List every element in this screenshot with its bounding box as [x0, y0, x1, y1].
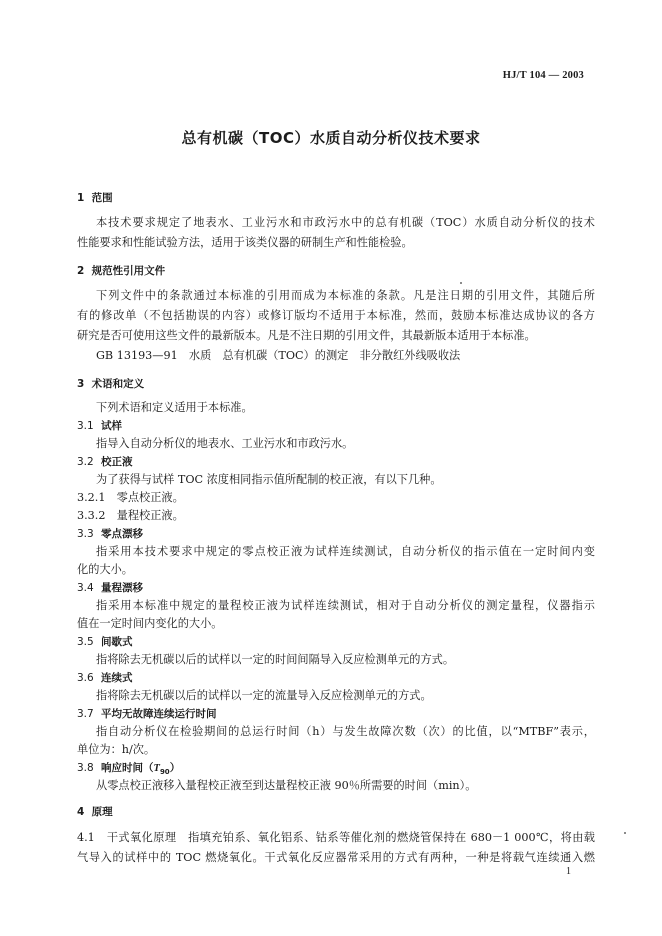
term-3-3-heading [77, 527, 143, 541]
section-1-heading [77, 191, 113, 205]
term-definition: 化的大小。 [77, 563, 133, 576]
section-4-heading [77, 805, 113, 819]
term-number: 3.1 [77, 420, 94, 432]
term-title: 校正液 [101, 456, 133, 468]
term-3-6-heading [77, 671, 133, 685]
term-definition: 指自动分析仪在检验期间的总运行时间（h）与发生故障次数（次）的比值，以“MTBF”表示， [96, 725, 595, 738]
term-title: 响应时间（ [101, 762, 154, 774]
term-number: 3.8 [77, 762, 94, 774]
term-title: 试样 [101, 420, 123, 432]
section-title: 原理 [91, 806, 113, 818]
term-title: 零点漂移 [101, 528, 144, 540]
term-definition: 单位为：h/次。 [77, 743, 156, 756]
scan-speck [624, 832, 626, 834]
term-definition: 值在一定时间内变化的大小。 [77, 617, 223, 630]
term-number: 3.2 [77, 456, 94, 468]
section-title: 规范性引用文件 [91, 265, 166, 277]
section-title: 术语和定义 [91, 378, 145, 390]
paragraph-line: 性能要求和性能试验方法，适用于该类仪器的研制生产和性能检验。 [77, 236, 413, 249]
term-3-4-heading [77, 581, 143, 595]
section-number: 3 [77, 378, 85, 390]
paragraph-line: 有的修改单（不包括勘误的内容）或修订版均不适用于本标准，然而，鼓励本标准达成协议的各方 [77, 309, 595, 322]
section-title: 范围 [91, 192, 113, 204]
term-3-8-heading [77, 761, 180, 779]
term-3-7-heading [77, 707, 217, 721]
section-number: 4 [77, 806, 85, 818]
subterm: 3.2.1 零点校正液。 [77, 491, 184, 504]
term-definition: 为了获得与试样 TOC 浓度相同指示值所配制的校正液，有以下几种。 [96, 473, 442, 486]
paragraph-line: 4.1 干式氧化原理 指填充铂系、氧化铝系、钴系等催化剂的燃烧管保持在 680－1 000℃，将由载 [77, 831, 595, 844]
scan-speck [460, 282, 462, 284]
term-number: 3.6 [77, 672, 94, 684]
term-definition: 指将除去无机碳以后的试样以一定的流量导入反应检测单元的方式。 [96, 689, 432, 702]
standard-code: HJ/T 104 — 2003 [502, 70, 584, 81]
term-definition: 指采用本标准中规定的量程校正液为试样连续测试，相对于自动分析仪的测定量程，仪器指示 [96, 599, 595, 612]
term-title-close: ） [169, 762, 181, 774]
paragraph-line: 研究是否可使用这些文件的最新版本。凡是不注日期的引用文件，其最新版本适用于本标准。 [77, 329, 536, 342]
term-3-1-heading [77, 419, 122, 433]
term-number: 3.7 [77, 708, 94, 720]
term-3-5-heading [77, 635, 133, 649]
term-title: 量程漂移 [101, 582, 144, 594]
term-definition: 指导入自动分析仪的地表水、工业污水和市政污水。 [96, 437, 354, 450]
term-definition: 指采用本技术要求中规定的零点校正液为试样连续测试，自动分析仪的指示值在一定时间内变 [96, 545, 595, 558]
term-title: 间歇式 [101, 636, 133, 648]
term-definition: 指将除去无机碳以后的试样以一定的时间间隔导入反应检测单元的方式。 [96, 653, 455, 666]
term-symbol: T [153, 763, 160, 774]
paragraph-line: 本技术要求规定了地表水、工业污水和市政污水中的总有机碳（TOC）水质自动分析仪的技术 [96, 216, 595, 229]
term-definition: 从零点校正液移入量程校正液至到达量程校正液 90％所需要的时间（min）。 [96, 779, 477, 792]
section-number: 1 [77, 192, 85, 204]
page-title: 总有机碳（TOC）水质自动分析仪技术要求 [181, 129, 481, 147]
page-number: 1 [566, 866, 571, 877]
paragraph-line: 下列术语和定义适用于本标准。 [96, 401, 253, 414]
term-number: 3.5 [77, 636, 94, 648]
subterm: 3.3.2 量程校正液。 [77, 509, 184, 522]
term-symbol-subscript: 90 [159, 768, 170, 777]
term-title: 连续式 [101, 672, 133, 684]
term-title: 平均无故障连续运行时间 [101, 708, 217, 720]
term-number: 3.3 [77, 528, 94, 540]
term-number: 3.4 [77, 582, 94, 594]
section-2-heading [77, 264, 165, 278]
term-3-2-heading [77, 455, 133, 469]
section-number: 2 [77, 265, 85, 277]
paragraph-line: 气导入的试样中的 TOC 燃烧氧化。干式氧化反应器常采用的方式有两种，一种是将载气连续通入燃 [77, 851, 595, 864]
normative-reference: GB 13193—91 水质 总有机碳（TOC）的测定 非分散红外线吸收法 [96, 349, 461, 362]
paragraph-line: 下列文件中的条款通过本标准的引用而成为本标准的条款。凡是注日期的引用文件，其随后所 [96, 289, 595, 302]
section-3-heading [77, 377, 144, 391]
